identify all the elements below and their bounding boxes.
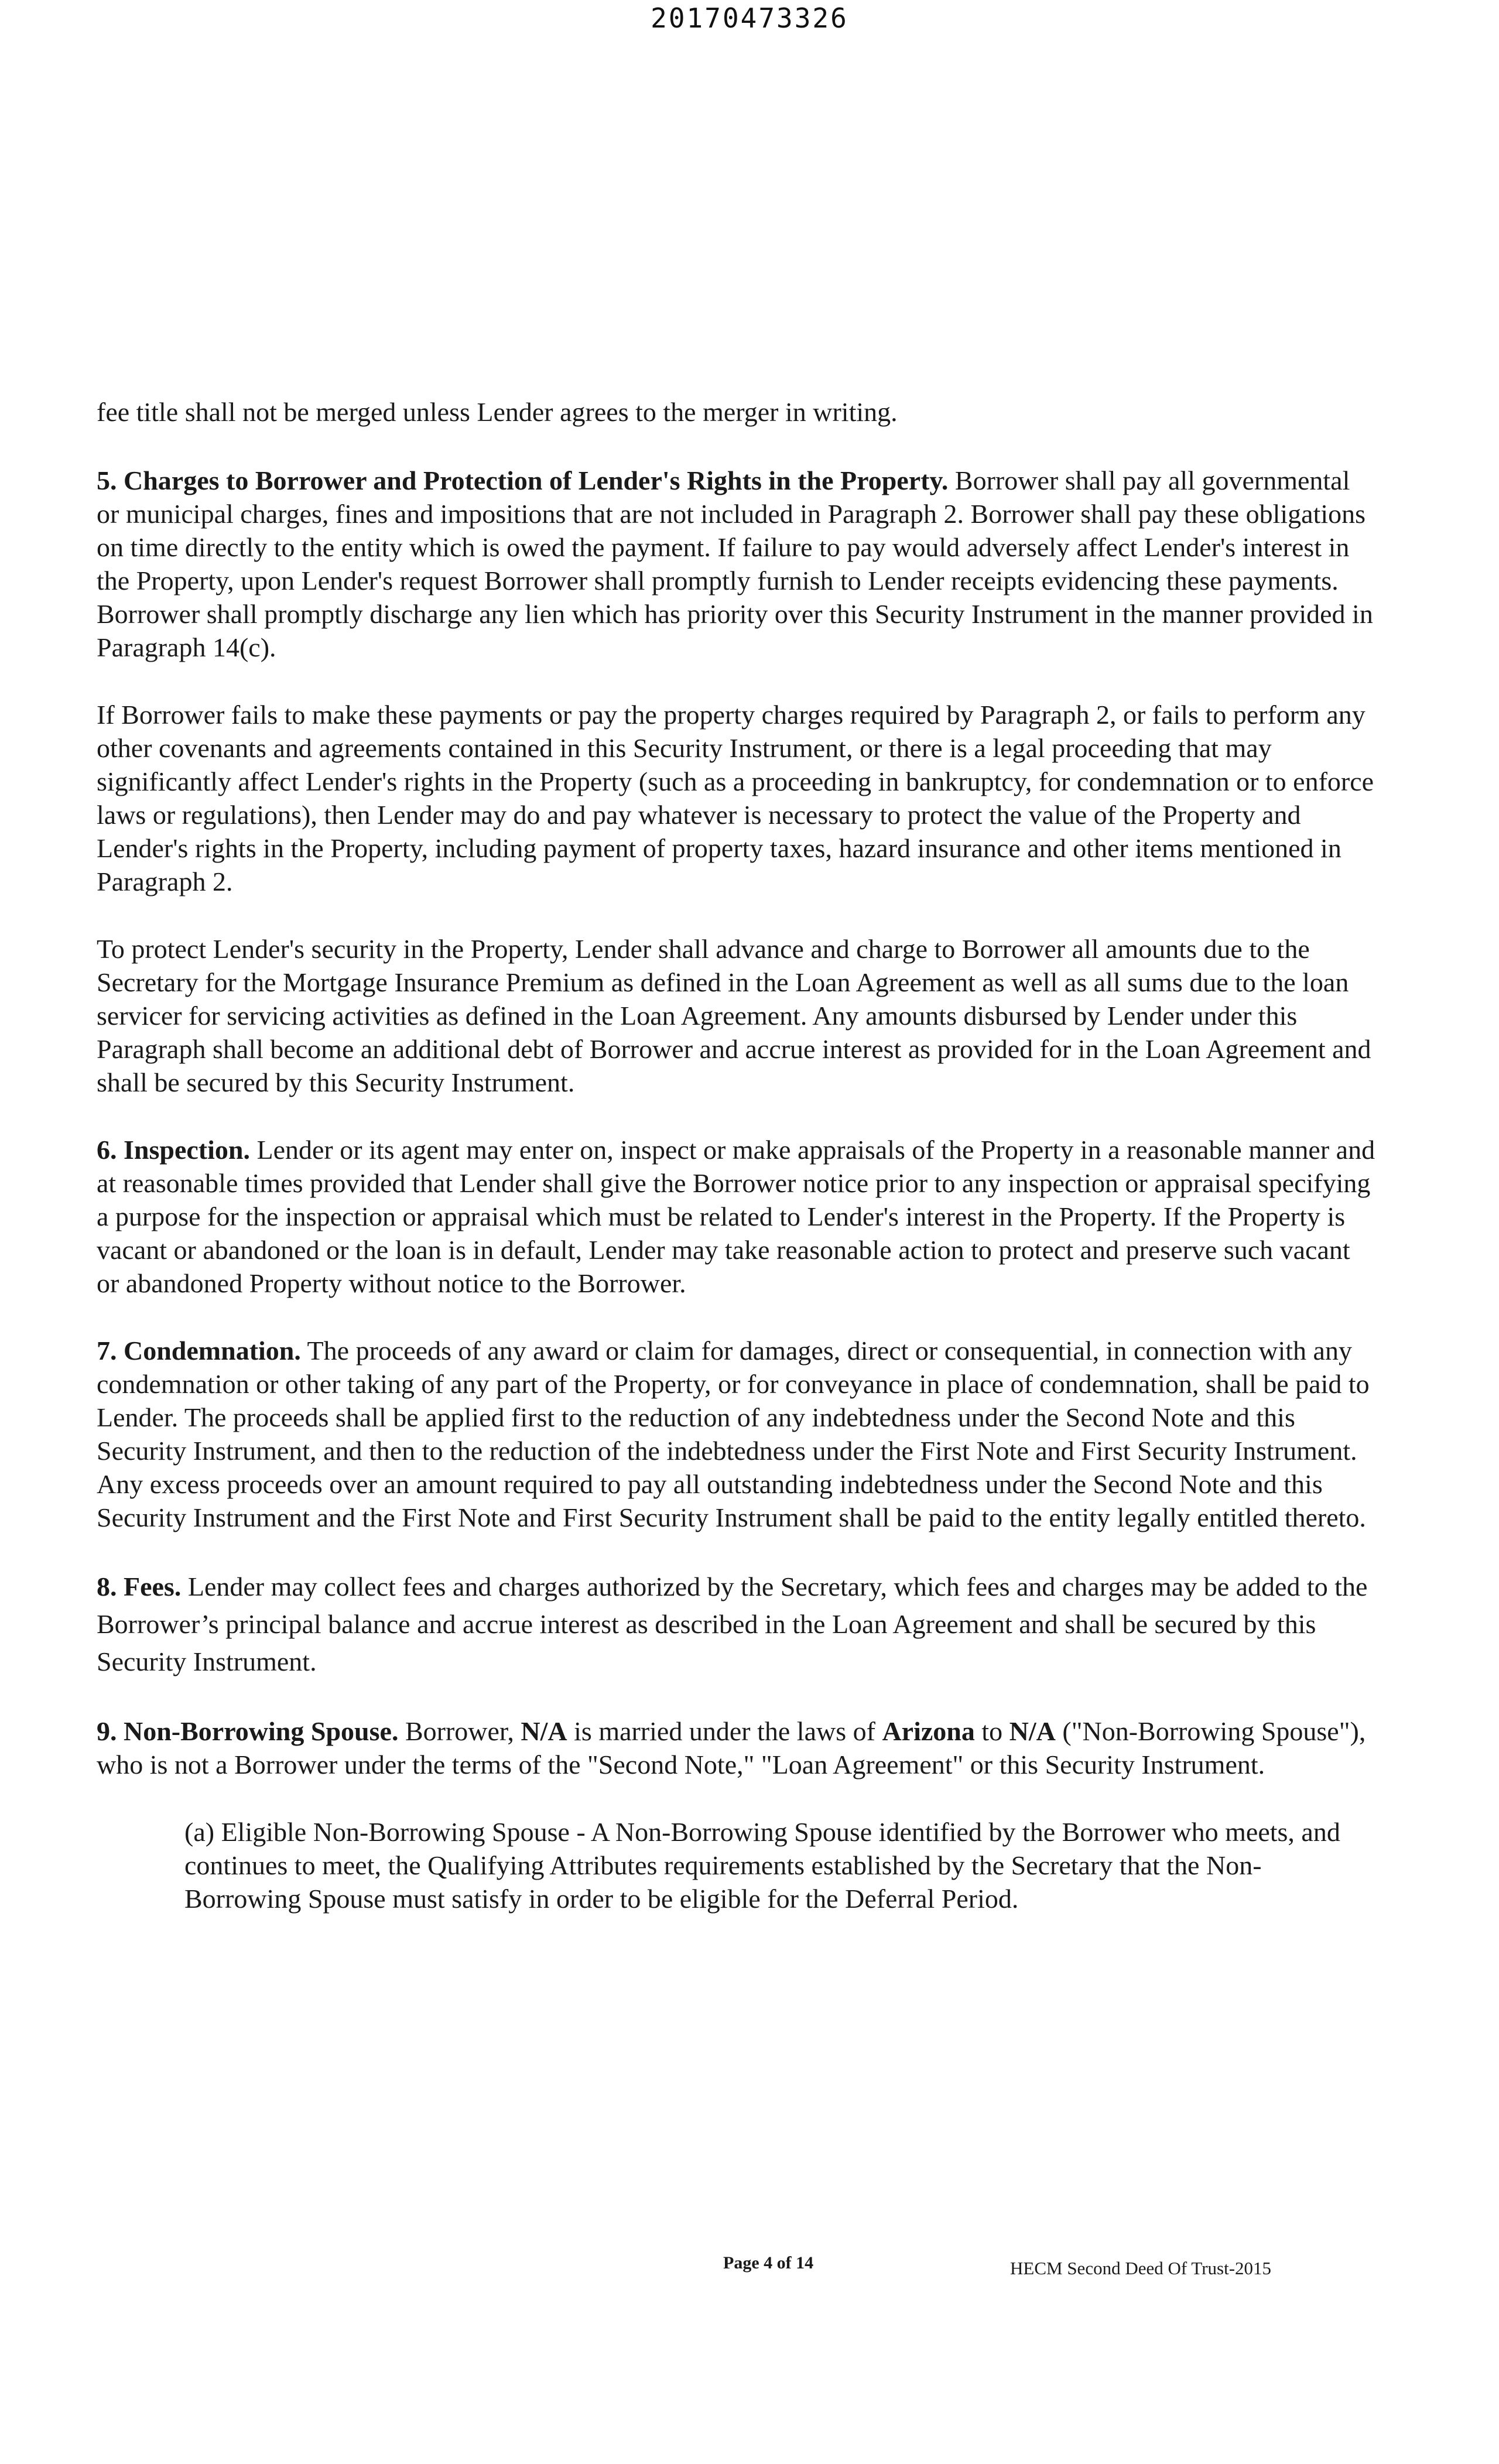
document-body <box>97 395 1376 1915</box>
paragraph-9-text: to <box>974 1716 1009 1746</box>
paragraph-5-continued: If Borrower fails to make these payments or pay the property charges required by Paragraph 2, or fails to perform any other covenants and agreements contained in this Security Instrument, or there is a legal proceeding that may significantly affect Lender's rights in the Property (such as a proceeding in bankruptcy, for condemnation or to enforce laws or regulations), then Lender may do and pay whatever is necessary to protect the value of the Property and Lender's rights in the Property, including payment of property taxes, hazard insurance and other items mentioned in Paragraph 2. <box>97 700 1374 896</box>
paragraph-9-text: ("Non-Borrowing Spouse"), who is not a Borrower under the terms of the "Second Note," "Loan Agreement" or this Security Instrument. <box>97 1716 1366 1779</box>
paragraph-9a <box>184 1815 1376 1915</box>
paragraph-6-body: Lender or its agent may enter on, inspect or make appraisals of the Property in a reasonable manner and at reasonable times provided that Lender shall give the Borrower notice prior to any inspection or appraisal specifying a purpose for the inspection or appraisal which must be related to Lender's interest in the Property. If the Property is vacant or abandoned or the loan is in default, Lender may take reasonable action to protect and preserve such vacant or abandoned Property without notice to the Borrower. <box>97 1135 1375 1298</box>
paragraph-5-security: To protect Lender's security in the Property, Lender shall advance and charge to Borrower all amounts due to the Secretary for the Mortgage Insurance Premium as defined in the Loan Agreement as well as all sums due to the loan servicer for servicing activities as defined in the Loan Agreement. Any amounts disbursed by Lender under this Paragraph shall become an additional debt of Borrower and accrue interest as provided for in the Loan Agreement and shall be secured by this Security Instrument. <box>97 934 1371 1097</box>
paragraph-9a-body: Eligible Non-Borrowing Spouse - A Non-Borrowing Spouse identified by the Borrower who meets, and continues to meet, the Qualifying Attributes requirements established by the Secretary that the Non-Borrowing Spouse must satisfy in order to be eligible for the Deferral Period. <box>184 1817 1340 1914</box>
paragraph-7 <box>97 1334 1376 1534</box>
paragraph-9a-label: (a) <box>184 1817 215 1847</box>
paragraph-8 <box>97 1568 1376 1681</box>
document-number: 20170473326 <box>651 2 848 34</box>
paragraph-6-heading: 6. Inspection. <box>97 1135 250 1165</box>
paragraph-8-body: Lender may collect fees and charges authorized by the Secretary, which fees and charges may be added to the Borrower’s principal balance and accrue interest as described in the Loan Agreement and shall be secured by this Security Instrument. <box>97 1572 1368 1676</box>
paragraph-7-body: The proceeds of any award or claim for damages, direct or consequential, in connection with any condemnation or other taking of any part of the Property, or for conveyance in place of condemnation, shall be paid to Lender. The proceeds shall be applied first to the reduction of any indebtedness under the Second Note and this Security Instrument, and then to the reduction of the indebtedness under the First Note and First Security Instrument. Any excess proceeds over an amount required to pay all outstanding indebtedness under the Second Note and this Security Instrument and the First Note and First Security Instrument shall be paid to the entity legally entitled thereto. <box>97 1336 1370 1532</box>
spouse-name: N/A <box>1009 1716 1056 1746</box>
footer-document-title: HECM Second Deed Of Trust-2015 <box>1010 2258 1272 2278</box>
page-number: Page 4 of 14 <box>723 2253 814 2273</box>
paragraph-9-text: Borrower, <box>398 1716 521 1746</box>
paragraph-9 <box>97 1714 1376 1781</box>
paragraph-5 <box>97 464 1376 664</box>
paragraph-6 <box>97 1133 1376 1300</box>
paragraph-7-heading: 7. Condemnation. <box>97 1336 301 1366</box>
intro-paragraph: fee title shall not be merged unless Lender agrees to the merger in writing. <box>97 397 898 427</box>
paragraph-5-body: Borrower shall pay all governmental or municipal charges, fines and impositions that are not included in Paragraph 2. Borrower shall pay these obligations on time directly to the entity which is owed the payment. If failure to pay would adversely affect Lender's interest in the Property, upon Lender's request Borrower shall promptly furnish to Lender receipts evidencing these payments. Borrower shall promptly discharge any lien which has priority over this Security Instrument in the manner provided in Paragraph 14(c). <box>97 466 1373 662</box>
paragraph-8-heading: 8. Fees. <box>97 1572 182 1601</box>
state-name: Arizona <box>882 1716 975 1746</box>
paragraph-5-heading: 5. Charges to Borrower and Protection of Lender's Rights in the Property. <box>97 466 949 495</box>
paragraph-9-text: is married under the laws of <box>567 1716 882 1746</box>
borrower-name: N/A <box>521 1716 567 1746</box>
paragraph-9-heading: 9. Non-Borrowing Spouse. <box>97 1716 399 1746</box>
